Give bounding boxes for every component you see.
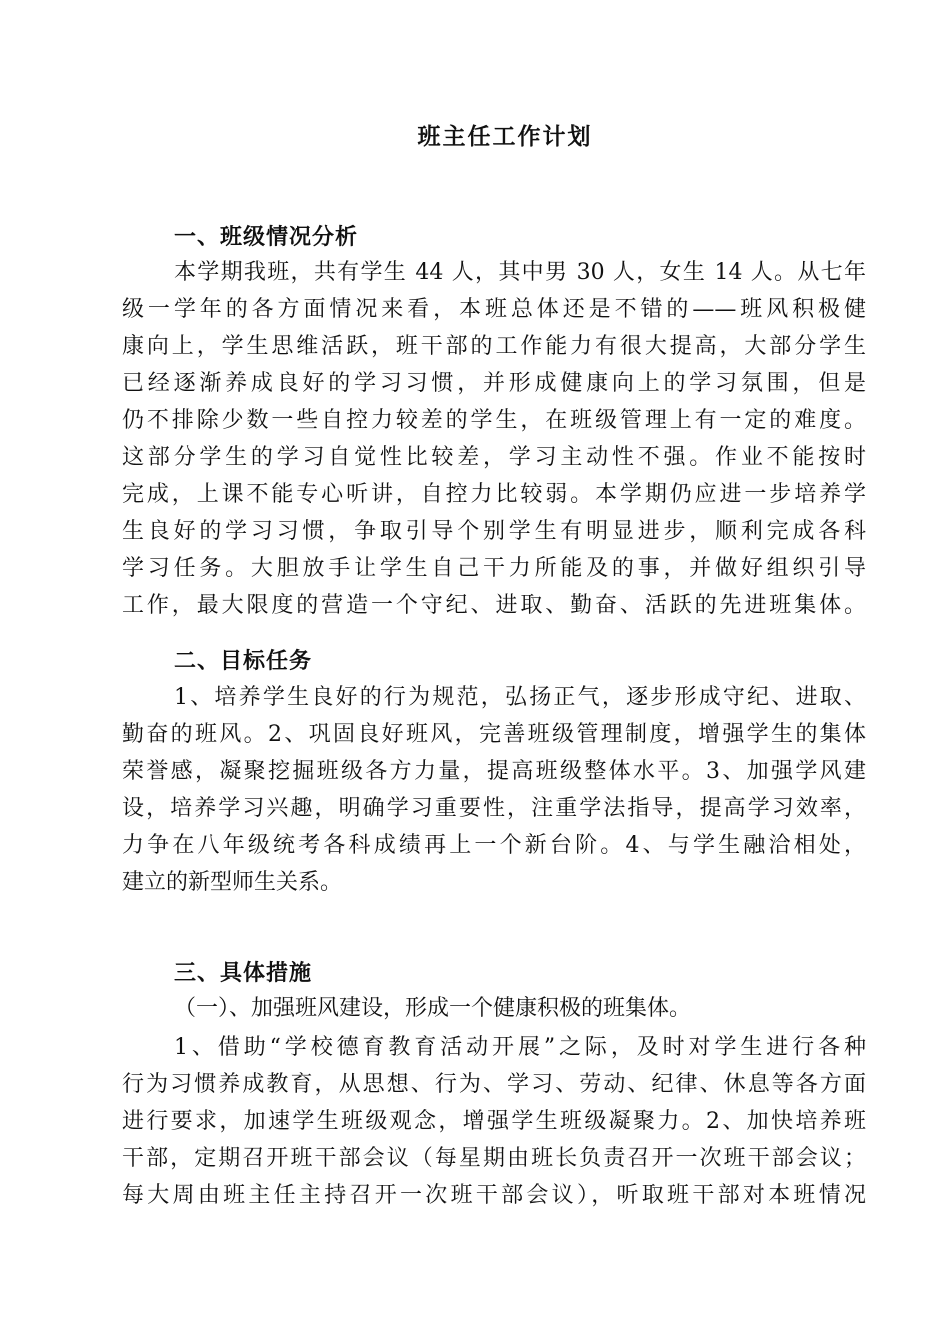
paragraph-line: 力争在八年级统考各科成绩再上一个新台阶。4、与学生融洽相处， [122, 833, 866, 858]
paragraph-line: 本学期我班，共有学生 44 人，其中男 30 人，女生 14 人。从七年 [174, 260, 866, 285]
paragraph-line: 荣誉感，凝聚挖掘班级各方力量，提高班级整体水平。3、加强学风建 [122, 759, 866, 784]
paragraph-line: 学习任务。大胆放手让学生自己干力所能及的事，并做好组织引导 [122, 556, 866, 581]
paragraph-line: 勤奋的班风。2、巩固良好班风，完善班级管理制度，增强学生的集体 [122, 722, 866, 747]
paragraph-line: 完成，上课不能专心听讲，自控力比较弱。本学期仍应进一步培养学 [122, 482, 866, 507]
paragraph-line: 仍不排除少数一些自控力较差的学生，在班级管理上有一定的难度。 [122, 408, 866, 433]
paragraph-line: 建立的新型师生关系。 [122, 870, 343, 895]
document-title: 班主任工作计划 [417, 124, 593, 150]
subsection-heading: （一）、加强班风建设，形成一个健康积极的班集体。 [174, 996, 692, 1021]
paragraph-line: 1、借助“学校德育教育活动开展”之际，及时对学生进行各种 [174, 1035, 866, 1060]
paragraph-line: 1、培养学生良好的行为规范，弘扬正气，逐步形成守纪、进取、 [174, 685, 866, 710]
paragraph-line: 工作，最大限度的营造一个守纪、进取、勤奋、活跃的先进班集体。 [122, 593, 866, 618]
paragraph-line: 进行要求，加速学生班级观念，增强学生班级凝聚力。2、加快培养班 [122, 1109, 866, 1134]
section-heading-goals: 二、目标任务 [174, 649, 313, 674]
paragraph-line: 已经逐渐养成良好的学习习惯，并形成健康向上的学习氛围，但是 [122, 371, 866, 396]
paragraph-line: 生良好的学习习惯，争取引导个别学生有明显进步，顺利完成各科 [122, 519, 866, 544]
section-heading-measures: 三、具体措施 [174, 961, 313, 986]
paragraph-line: 设，培养学习兴趣，明确学习重要性，注重学法指导，提高学习效率， [122, 796, 866, 821]
paragraph-line: 行为习惯养成教育，从思想、行为、学习、劳动、纪律、休息等各方面 [122, 1072, 866, 1097]
paragraph-line: 干部，定期召开班干部会议（每星期由班长负责召开一次班干部会议； [122, 1146, 866, 1171]
section-heading-analysis: 一、班级情况分析 [174, 225, 359, 250]
paragraph-line: 这部分学生的学习自觉性比较差，学习主动性不强。作业不能按时 [122, 445, 866, 470]
paragraph-line: 每大周由班主任主持召开一次班干部会议），听取班干部对本班情况 [122, 1183, 866, 1208]
paragraph-line: 级一学年的各方面情况来看，本班总体还是不错的——班风积极健 [122, 297, 866, 322]
paragraph-line: 康向上，学生思维活跃，班干部的工作能力有很大提高，大部分学生 [122, 334, 866, 359]
